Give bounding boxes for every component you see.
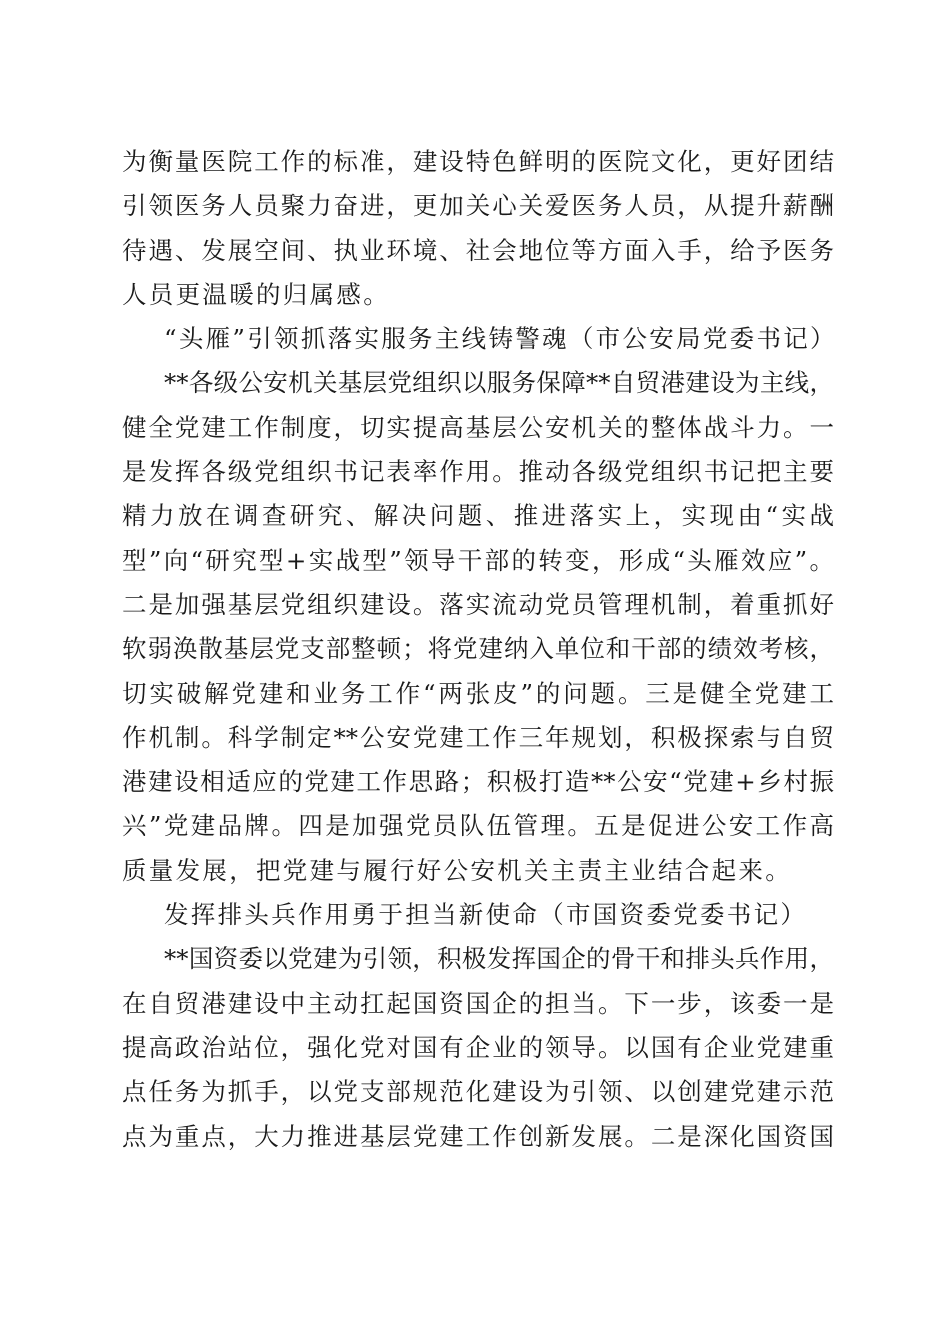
section-heading-state-assets: 发挥排头兵作用勇于担当新使命（市国资委党委书记） <box>164 900 808 930</box>
text-line: 引领医务人员聚力奋进，更加关心关爱医务人员，从提升薪酬 <box>122 191 834 221</box>
text-line: **国资委以党建为引领，积极发挥国企的骨干和排头兵作用， <box>164 944 834 974</box>
text-line: 在自贸港建设中主动扛起国资国企的担当。下一步，该委一是 <box>122 988 834 1018</box>
document-body <box>122 140 837 1159</box>
text-line: 点任务为抓手，以党支部规范化建设为引领、以创建党建示范 <box>122 1077 834 1107</box>
text-line: 点为重点，大力推进基层党建工作创新发展。二是深化国资国 <box>122 1121 834 1151</box>
text-line: 待遇、发展空间、执业环境、社会地位等方面入手，给予医务 <box>122 235 834 265</box>
text-line: 提高政治站位，强化党对国有企业的领导。以国有企业党建重 <box>122 1032 834 1062</box>
text-line: 精力放在调查研究、解决问题、推进落实上，实现由“实战 <box>122 501 834 531</box>
text-line: 质量发展，把党建与履行好公安机关主责主业结合起来。 <box>122 855 792 885</box>
text-line: 是发挥各级党组织书记表率作用。推动各级党组织书记把主要 <box>122 457 834 487</box>
text-line: 型”向“研究型+实战型”领导干部的转变，形成“头雁效应”。 <box>122 545 834 575</box>
text-line: 人员更温暖的归属感。 <box>122 279 390 309</box>
text-line: **各级公安机关基层党组织以服务保障**自贸港建设为主线， <box>164 368 834 398</box>
text-line: 健全党建工作制度，切实提高基层公安机关的整体战斗力。一 <box>122 412 834 442</box>
text-line: 切实破解党建和业务工作“两张皮”的问题。三是健全党建工 <box>122 678 834 708</box>
section-heading-public-security: “头雁”引领抓落实服务主线铸警魂（市公安局党委书记） <box>164 324 837 354</box>
text-line: 港建设相适应的党建工作思路；积极打造**公安“党建+乡村振 <box>122 767 834 797</box>
text-line: 兴”党建品牌。四是加强党员队伍管理。五是促进公安工作高 <box>122 811 834 841</box>
text-line: 作机制。科学制定**公安党建工作三年规划，积极探索与自贸 <box>122 722 834 752</box>
text-line: 为衡量医院工作的标准，建设特色鲜明的医院文化，更好团结 <box>122 147 834 176</box>
text-line: 二是加强基层党组织建设。落实流动党员管理机制，着重抓好 <box>122 589 834 619</box>
text-line: 软弱涣散基层党支部整顿；将党建纳入单位和干部的绩效考核， <box>122 634 834 664</box>
